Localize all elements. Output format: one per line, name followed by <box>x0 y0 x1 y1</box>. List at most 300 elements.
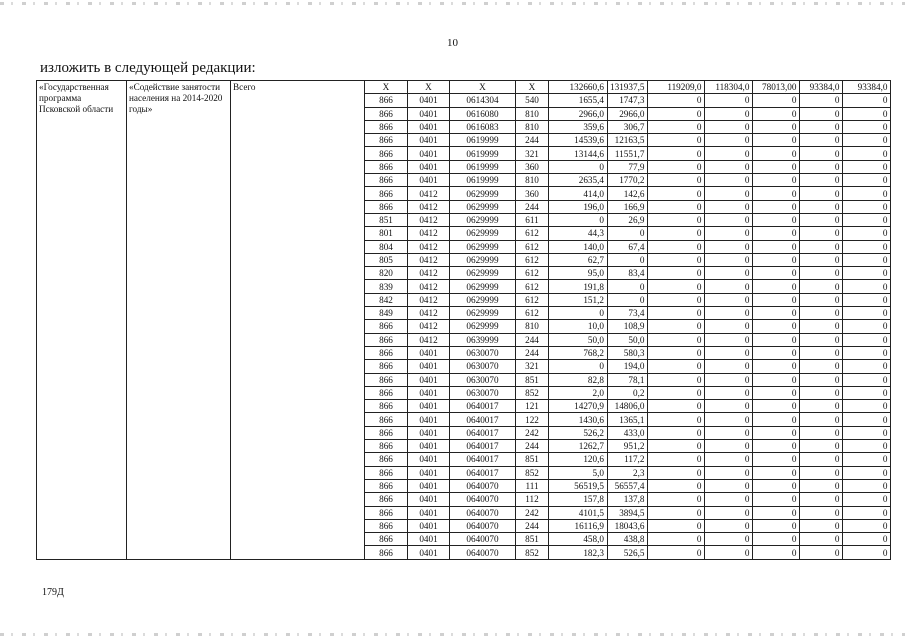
table-cell: 0401 <box>408 533 450 546</box>
table-cell: 0 <box>800 160 843 173</box>
table-cell: 0630070 <box>450 346 516 359</box>
table-cell: 0 <box>800 479 843 492</box>
table-cell: 0 <box>753 320 800 333</box>
table-cell: 438,8 <box>608 533 648 546</box>
table-cell: 612 <box>516 227 549 240</box>
table-cell: 0 <box>705 94 753 107</box>
table-cell: 0 <box>705 160 753 173</box>
table-cell: 131937,5 <box>608 81 648 94</box>
table-cell: 0 <box>753 493 800 506</box>
table-cell: 0 <box>800 506 843 519</box>
table-cell: 612 <box>516 280 549 293</box>
table-cell: 0 <box>705 453 753 466</box>
table-cell: 0 <box>800 227 843 240</box>
table-cell: 0 <box>843 413 891 426</box>
table-cell: 0 <box>843 466 891 479</box>
table-cell: 3894,5 <box>608 506 648 519</box>
table-cell: 0640017 <box>450 453 516 466</box>
table-cell: 242 <box>516 506 549 519</box>
table-cell: 10,0 <box>549 320 608 333</box>
table-cell: 50,0 <box>608 333 648 346</box>
scan-edge-top <box>0 2 905 5</box>
table-cell: 0 <box>843 240 891 253</box>
table-cell: 0 <box>843 200 891 213</box>
table-cell: 0 <box>843 160 891 173</box>
table-cell: 0 <box>753 307 800 320</box>
table-cell: 866 <box>365 333 408 346</box>
table-cell: 244 <box>516 200 549 213</box>
table-cell: 866 <box>365 386 408 399</box>
table-cell: 0 <box>705 147 753 160</box>
table-cell: 0 <box>753 373 800 386</box>
table-cell: 2,3 <box>608 466 648 479</box>
table-cell: X <box>408 81 450 94</box>
table-cell: 612 <box>516 240 549 253</box>
program-name-cell: «Государственная программа Псковской области <box>37 81 127 560</box>
table-cell: 0629999 <box>450 240 516 253</box>
table-cell: 0 <box>753 466 800 479</box>
table-cell: 0 <box>648 213 705 226</box>
table-cell: 0412 <box>408 333 450 346</box>
table-cell: 866 <box>365 453 408 466</box>
table-cell: 0640070 <box>450 533 516 546</box>
table-cell: 0 <box>648 94 705 107</box>
table-cell: 0 <box>648 479 705 492</box>
table-cell: 0 <box>648 227 705 240</box>
table-cell: 306,7 <box>608 120 648 133</box>
table-cell: 866 <box>365 546 408 559</box>
table-cell: 612 <box>516 307 549 320</box>
table-cell: 0 <box>753 426 800 439</box>
table-cell: 14539,6 <box>549 134 608 147</box>
table-cell: 0 <box>753 519 800 532</box>
table-cell: 0 <box>800 307 843 320</box>
table-cell: 0 <box>843 293 891 306</box>
table-cell: X <box>450 81 516 94</box>
table-cell: 866 <box>365 134 408 147</box>
table-cell: 132660,6 <box>549 81 608 94</box>
table-cell: 0619999 <box>450 174 516 187</box>
table-cell: 0 <box>843 360 891 373</box>
table-cell: 0629999 <box>450 293 516 306</box>
table-cell: 0401 <box>408 453 450 466</box>
table-cell: 157,8 <box>549 493 608 506</box>
table-cell: 0629999 <box>450 280 516 293</box>
table-cell: 191,8 <box>549 280 608 293</box>
table-cell: 78,1 <box>608 373 648 386</box>
table-cell: 321 <box>516 360 549 373</box>
table-cell: 0 <box>648 506 705 519</box>
table-cell: 0 <box>753 240 800 253</box>
table-cell: 0 <box>753 187 800 200</box>
table-cell: 0 <box>800 400 843 413</box>
table-cell: 0 <box>648 253 705 266</box>
table-cell: 0616080 <box>450 107 516 120</box>
scan-edge-bottom <box>0 633 905 636</box>
table-cell: 612 <box>516 267 549 280</box>
table-cell: 0 <box>843 267 891 280</box>
table-cell: 851 <box>516 373 549 386</box>
table-cell: 0 <box>705 200 753 213</box>
table-cell: 0 <box>800 333 843 346</box>
table-cell: 14270,9 <box>549 400 608 413</box>
table-cell: 0640070 <box>450 493 516 506</box>
table-cell: 851 <box>516 453 549 466</box>
table-cell: 0401 <box>408 506 450 519</box>
table-cell: 67,4 <box>608 240 648 253</box>
table-cell: 851 <box>365 213 408 226</box>
table-cell: 0 <box>705 466 753 479</box>
table-cell: 839 <box>365 280 408 293</box>
table-cell: 56519,5 <box>549 479 608 492</box>
table-cell: 0 <box>800 426 843 439</box>
table-cell: 0640070 <box>450 519 516 532</box>
total-label-cell: Всего <box>231 81 365 560</box>
table-cell: 801 <box>365 227 408 240</box>
table-cell: 0412 <box>408 253 450 266</box>
table-cell: 4101,5 <box>549 506 608 519</box>
table-cell: 0 <box>705 134 753 147</box>
table-cell: 26,9 <box>608 213 648 226</box>
table-cell: 0 <box>843 120 891 133</box>
table-cell: 0 <box>753 386 800 399</box>
subprogram-name-cell: «Содействие занятости населения на 2014-2020 годы» <box>127 81 231 560</box>
table-cell: 2,0 <box>549 386 608 399</box>
table-cell: 0412 <box>408 227 450 240</box>
table-cell: 0 <box>648 453 705 466</box>
table-cell: 852 <box>516 466 549 479</box>
table-cell: 0 <box>705 346 753 359</box>
table-cell: 0 <box>648 147 705 160</box>
table-cell: 0 <box>705 107 753 120</box>
table-cell: 0640017 <box>450 426 516 439</box>
table-cell: 0401 <box>408 107 450 120</box>
table-cell: 851 <box>516 533 549 546</box>
table-cell: 866 <box>365 466 408 479</box>
table-cell: 0 <box>753 94 800 107</box>
table-cell: 0 <box>800 240 843 253</box>
table-cell: 62,7 <box>549 253 608 266</box>
table-cell: 0630070 <box>450 360 516 373</box>
table-cell: 866 <box>365 440 408 453</box>
table-cell: 0 <box>648 333 705 346</box>
table-cell: 0 <box>705 280 753 293</box>
table-cell: 0 <box>648 386 705 399</box>
table-cell: 0 <box>753 533 800 546</box>
table-cell: 0 <box>608 253 648 266</box>
table-cell: 0 <box>800 187 843 200</box>
table-cell: 951,2 <box>608 440 648 453</box>
table-cell: 11551,7 <box>608 147 648 160</box>
table-cell: 0 <box>753 134 800 147</box>
table-cell: 0 <box>843 493 891 506</box>
table-cell: 244 <box>516 346 549 359</box>
table-cell: 0401 <box>408 386 450 399</box>
table-cell: 0 <box>705 227 753 240</box>
table-cell: 12163,5 <box>608 134 648 147</box>
table-cell: 866 <box>365 519 408 532</box>
table-cell: 0 <box>753 120 800 133</box>
table-cell: 0 <box>753 160 800 173</box>
table-cell: 0 <box>753 107 800 120</box>
table-cell: 0412 <box>408 307 450 320</box>
table-cell: 458,0 <box>549 533 608 546</box>
table-cell: 0 <box>800 94 843 107</box>
table-cell: 0 <box>843 373 891 386</box>
table-cell: 120,6 <box>549 453 608 466</box>
footer-code: 179Д <box>42 587 64 598</box>
table-cell: 1365,1 <box>608 413 648 426</box>
table-cell: 108,9 <box>608 320 648 333</box>
document-heading: изложить в следующей редакции: <box>40 60 256 76</box>
table-cell: 0401 <box>408 413 450 426</box>
table-cell: 0 <box>648 267 705 280</box>
table-cell: 414,0 <box>549 187 608 200</box>
table-cell: 1770,2 <box>608 174 648 187</box>
table-cell: 0 <box>705 519 753 532</box>
table-cell: 0 <box>648 373 705 386</box>
table-cell: 0 <box>753 453 800 466</box>
table-cell: 0616083 <box>450 120 516 133</box>
table-cell: 0629999 <box>450 200 516 213</box>
table-cell: 0 <box>800 147 843 160</box>
budget-table <box>36 80 891 560</box>
table-cell: 14806,0 <box>608 400 648 413</box>
table-cell: 0 <box>753 479 800 492</box>
table-cell: 0 <box>753 147 800 160</box>
table-cell: 842 <box>365 293 408 306</box>
table-cell: 0 <box>648 160 705 173</box>
table-cell: 0 <box>549 360 608 373</box>
table-cell: 0630070 <box>450 386 516 399</box>
table-cell: 0 <box>648 546 705 559</box>
table-cell: 0 <box>843 400 891 413</box>
table-cell: 0401 <box>408 493 450 506</box>
table-cell: 0 <box>800 360 843 373</box>
table-cell: X <box>365 81 408 94</box>
table-cell: 0 <box>843 320 891 333</box>
table-cell: 0 <box>705 307 753 320</box>
table-cell: 112 <box>516 493 549 506</box>
table-cell: 0630070 <box>450 373 516 386</box>
table-cell: 0 <box>705 413 753 426</box>
table-cell: 0 <box>753 200 800 213</box>
table-cell: 866 <box>365 160 408 173</box>
table-cell: 804 <box>365 240 408 253</box>
table-cell: 0 <box>800 200 843 213</box>
table-cell: 866 <box>365 147 408 160</box>
table-cell: 866 <box>365 120 408 133</box>
table-cell: 0,2 <box>608 386 648 399</box>
table-cell: 0 <box>705 333 753 346</box>
table-cell: 118304,0 <box>705 81 753 94</box>
table-cell: 0619999 <box>450 160 516 173</box>
table-cell: 0 <box>648 440 705 453</box>
table-cell: 121 <box>516 400 549 413</box>
table-cell: 0 <box>843 546 891 559</box>
page-number: 10 <box>447 37 458 49</box>
table-cell: 0640070 <box>450 506 516 519</box>
table-cell: 866 <box>365 200 408 213</box>
table-cell: 137,8 <box>608 493 648 506</box>
table-cell: 0 <box>800 120 843 133</box>
table-cell: 244 <box>516 333 549 346</box>
table-cell: 0 <box>705 240 753 253</box>
table-cell: 95,0 <box>549 267 608 280</box>
table-cell: 0412 <box>408 200 450 213</box>
table-cell: 166,9 <box>608 200 648 213</box>
table-cell: 866 <box>365 174 408 187</box>
table-cell: 0412 <box>408 293 450 306</box>
table-cell: 0401 <box>408 134 450 147</box>
table-cell: 866 <box>365 360 408 373</box>
table-cell: 0 <box>705 120 753 133</box>
table-cell: 0401 <box>408 147 450 160</box>
table-cell: 78013,00 <box>753 81 800 94</box>
table-cell: 111 <box>516 479 549 492</box>
table-cell: 0614304 <box>450 94 516 107</box>
table-cell: 0639999 <box>450 333 516 346</box>
table-cell: 0 <box>843 134 891 147</box>
table-cell: 0 <box>705 386 753 399</box>
table-cell: 0 <box>549 307 608 320</box>
table-cell: 0 <box>800 533 843 546</box>
table-cell: 0 <box>800 386 843 399</box>
table-cell: 0401 <box>408 466 450 479</box>
table-cell: 866 <box>365 187 408 200</box>
table-cell: 0401 <box>408 94 450 107</box>
table-cell: 1262,7 <box>549 440 608 453</box>
table-cell: 866 <box>365 346 408 359</box>
table-body <box>37 81 891 560</box>
table-cell: 0 <box>705 267 753 280</box>
table-cell: 0 <box>648 240 705 253</box>
table-cell: 866 <box>365 373 408 386</box>
table-cell: 0 <box>549 160 608 173</box>
table-cell: 0 <box>705 506 753 519</box>
table-cell: 0401 <box>408 440 450 453</box>
table-cell: 0 <box>800 546 843 559</box>
table-cell: 866 <box>365 533 408 546</box>
table-cell: 852 <box>516 386 549 399</box>
table-cell: 0629999 <box>450 267 516 280</box>
table-cell: 5,0 <box>549 466 608 479</box>
table-cell: 0 <box>753 293 800 306</box>
table-cell: 0 <box>705 253 753 266</box>
table-cell: 866 <box>365 320 408 333</box>
table-cell: 866 <box>365 400 408 413</box>
table-cell: 151,2 <box>549 293 608 306</box>
table-cell: 1747,3 <box>608 94 648 107</box>
table-cell: 0401 <box>408 120 450 133</box>
table-cell: 0 <box>843 94 891 107</box>
table-cell: 1430,6 <box>549 413 608 426</box>
table-cell: 0401 <box>408 174 450 187</box>
table-cell: 56557,4 <box>608 479 648 492</box>
table-cell: 0 <box>648 426 705 439</box>
table-cell: 0 <box>843 479 891 492</box>
table-cell: 0 <box>753 440 800 453</box>
table-cell: 0 <box>648 120 705 133</box>
table-cell: 526,5 <box>608 546 648 559</box>
table-cell: 244 <box>516 519 549 532</box>
table-cell: 0 <box>800 107 843 120</box>
table-cell: 0 <box>800 293 843 306</box>
table-cell: 0 <box>843 506 891 519</box>
table-cell: 0640070 <box>450 479 516 492</box>
table-cell: 0401 <box>408 426 450 439</box>
table-cell: 0401 <box>408 373 450 386</box>
table-cell: 526,2 <box>549 426 608 439</box>
table-cell: 0 <box>843 426 891 439</box>
table-cell: 119209,0 <box>648 81 705 94</box>
table-cell: 820 <box>365 267 408 280</box>
table-cell: 0 <box>800 174 843 187</box>
table-cell: 0 <box>843 107 891 120</box>
table-cell: 0412 <box>408 280 450 293</box>
table-cell: 0 <box>648 519 705 532</box>
table-cell: 0629999 <box>450 187 516 200</box>
table-cell: 0 <box>800 213 843 226</box>
table-cell: 182,3 <box>549 546 608 559</box>
table-cell: 73,4 <box>608 307 648 320</box>
table-cell: 0 <box>800 134 843 147</box>
table-cell: 360 <box>516 187 549 200</box>
table-cell: 360 <box>516 160 549 173</box>
table-cell: 0 <box>800 413 843 426</box>
table-cell: 866 <box>365 493 408 506</box>
table-cell: 0 <box>843 253 891 266</box>
table-cell: 0 <box>648 533 705 546</box>
table-cell: 0 <box>753 280 800 293</box>
table-cell: 117,2 <box>608 453 648 466</box>
table-cell: 0 <box>800 440 843 453</box>
table-cell: 0 <box>648 466 705 479</box>
table-cell: 810 <box>516 320 549 333</box>
table-cell: 359,6 <box>549 120 608 133</box>
table-cell: 0 <box>705 320 753 333</box>
table-cell: 0 <box>800 253 843 266</box>
table-cell: 0 <box>705 360 753 373</box>
table-cell: 866 <box>365 413 408 426</box>
table-cell: 0412 <box>408 320 450 333</box>
table-cell: 0 <box>843 453 891 466</box>
table-cell: 0 <box>843 307 891 320</box>
table-cell: 0412 <box>408 240 450 253</box>
table-cell: 852 <box>516 546 549 559</box>
table-cell: 0 <box>705 373 753 386</box>
table-cell: 0619999 <box>450 134 516 147</box>
table-cell: 142,6 <box>608 187 648 200</box>
table-cell: 866 <box>365 426 408 439</box>
table-cell: 0 <box>800 280 843 293</box>
table-cell: 0 <box>648 174 705 187</box>
table-cell: 0 <box>705 493 753 506</box>
table-cell: 0 <box>705 293 753 306</box>
table-cell: 0 <box>843 174 891 187</box>
table-cell: 0 <box>608 293 648 306</box>
table-cell: 0 <box>648 280 705 293</box>
table-cell: 2966,0 <box>608 107 648 120</box>
table-cell: 0 <box>800 519 843 532</box>
table-cell: 0 <box>800 466 843 479</box>
table-cell: 0629999 <box>450 227 516 240</box>
table-cell: 0640070 <box>450 546 516 559</box>
table-cell: 244 <box>516 134 549 147</box>
table-cell: 540 <box>516 94 549 107</box>
table-cell: 0640017 <box>450 466 516 479</box>
table-cell: 0 <box>648 360 705 373</box>
